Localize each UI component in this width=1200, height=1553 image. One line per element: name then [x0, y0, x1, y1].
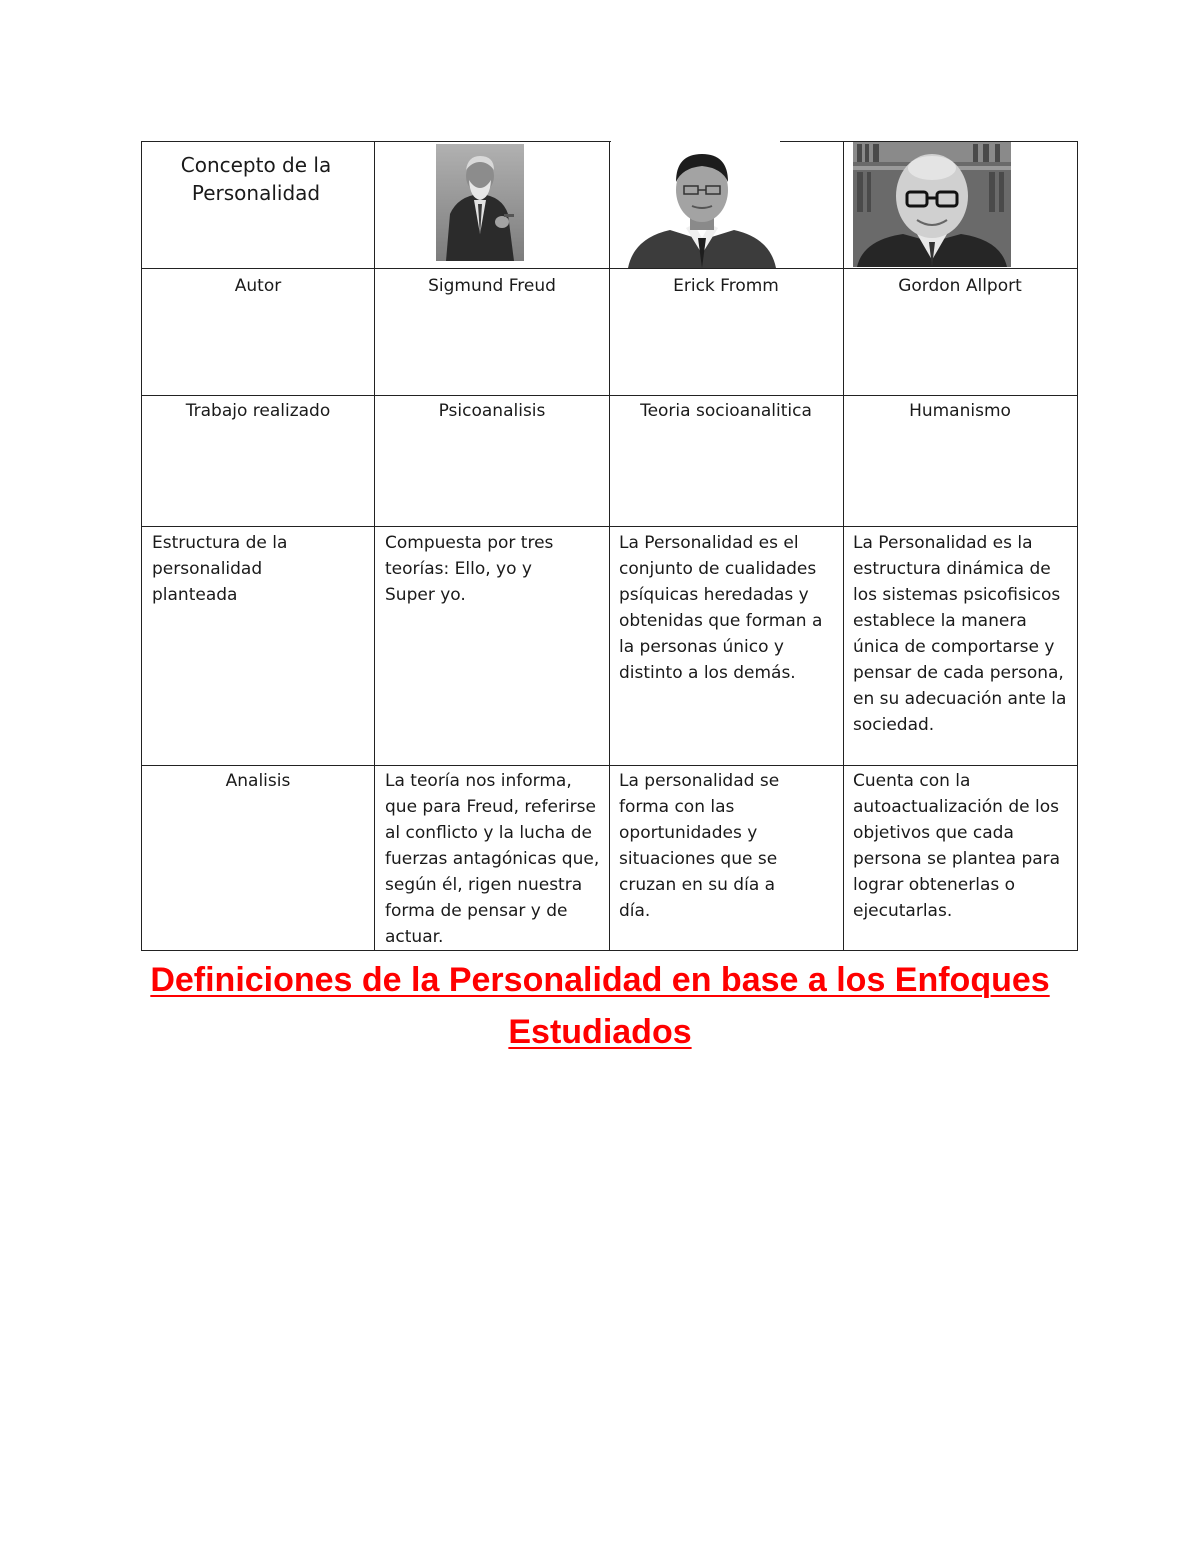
cell-analisis-fromm	[619, 768, 809, 924]
cell-analisis-allport	[853, 768, 1073, 924]
concept-header-cell	[161, 151, 351, 207]
cell-estructura-allport	[853, 530, 1073, 738]
document-title	[120, 954, 1080, 1058]
row-label-autor	[147, 273, 369, 299]
cell-text: Teoria socioanalitica	[640, 401, 812, 421]
cell-text: La personalidad se forma con las oportunidades y situaciones que se cruzan en su día a día.	[619, 771, 780, 921]
table-rule	[1077, 141, 1078, 951]
row-label-analisis	[147, 768, 369, 794]
table-rule	[141, 141, 142, 951]
personality-table	[141, 141, 1078, 951]
row-label-text: Autor	[234, 276, 282, 296]
row-label-trabajo	[147, 398, 369, 424]
freud-portrait-photo	[436, 144, 524, 261]
cell-autor-allport	[849, 273, 1071, 299]
fromm-portrait-photo	[622, 142, 782, 268]
row-label-text: Trabajo realizado	[185, 401, 331, 421]
cell-autor-fromm	[615, 273, 837, 299]
table-rule	[609, 141, 610, 951]
concept-label: Concepto de la Personalidad	[180, 153, 332, 205]
cell-estructura-fromm	[619, 530, 839, 686]
row-label-estructura	[152, 530, 302, 608]
allport-portrait-photo	[853, 142, 1011, 267]
cell-text: La teoría nos informa, que para Freud, referirse al conflicto y la lucha de fuerzas antagónicas que, según él, rigen nuestra forma de pensar y de actuar.	[385, 771, 600, 947]
table-rule	[843, 141, 844, 951]
cell-text: La Personalidad es la estructura dinámica de los sistemas psicofisicos establece la manera única de comportarse y pensar de cada persona, en su adecuación ante la sociedad.	[853, 533, 1067, 735]
cell-text: Gordon Allport	[898, 276, 1022, 296]
cell-text: Psicoanalisis	[438, 401, 546, 421]
cell-text: Humanismo	[909, 401, 1011, 421]
cell-text: Cuenta con la autoactualización de los objetivos que cada persona se plantea para lograr obtenerlas o ejecutarlas.	[853, 771, 1061, 921]
title-line-2: Estudiados	[508, 1013, 692, 1051]
cell-text: Sigmund Freud	[428, 276, 556, 296]
table-rule	[141, 141, 611, 142]
cell-text: Erick Fromm	[673, 276, 779, 296]
cell-text: La Personalidad es el conjunto de cualidades psíquicas heredadas y obtenidas que forman a la personas único y distinto a los demás.	[619, 533, 823, 683]
cell-analisis-freud	[385, 768, 605, 950]
title-line-1: Definiciones de la Personalidad en base a los Enfoques	[150, 961, 1050, 999]
table-rule	[374, 141, 375, 951]
cell-autor-freud	[381, 273, 603, 299]
cell-trabajo-fromm	[615, 398, 837, 424]
row-label-text: Estructura de la personalidad planteada	[152, 533, 288, 605]
row-label-text: Analisis	[225, 771, 291, 791]
cell-trabajo-allport	[849, 398, 1071, 424]
cell-text: Compuesta por tres teorías: Ello, yo y Super yo.	[385, 533, 554, 605]
cell-estructura-freud	[385, 530, 575, 608]
cell-trabajo-freud	[381, 398, 603, 424]
